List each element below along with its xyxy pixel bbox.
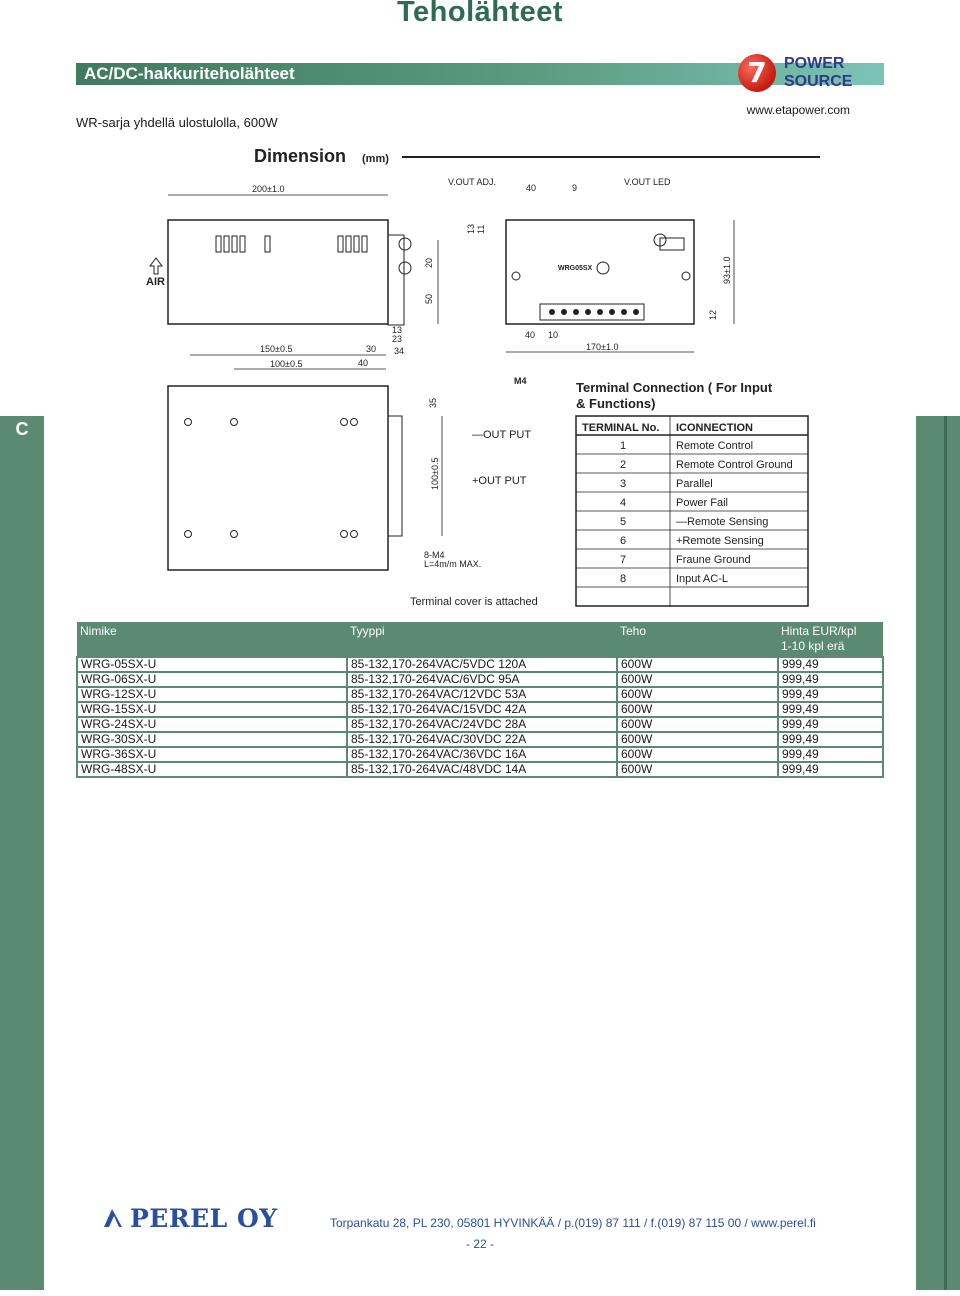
cell-tyyppi: 85-132,170-264VAC/12VDC 53A bbox=[347, 687, 617, 702]
cell-nimike: WRG-48SX-U bbox=[77, 762, 347, 777]
svg-text:100±0.5: 100±0.5 bbox=[430, 457, 440, 490]
svg-text:35: 35 bbox=[428, 397, 438, 408]
svg-text:M4: M4 bbox=[514, 376, 527, 386]
svg-text:WRG05SX: WRG05SX bbox=[558, 265, 593, 272]
svg-text:200±1.0: 200±1.0 bbox=[252, 184, 285, 194]
logo-line1: POWER bbox=[784, 55, 845, 72]
cell-nimike: WRG-12SX-U bbox=[77, 687, 347, 702]
svg-text:11: 11 bbox=[476, 224, 486, 234]
svg-text:Terminal cover is attached: Terminal cover is attached bbox=[410, 596, 538, 608]
col-header-hinta: Hinta EUR/kpl 1-10 kpl erä bbox=[778, 622, 883, 657]
cell-teho: 600W bbox=[617, 717, 778, 732]
terminal-no: 4 bbox=[620, 497, 627, 509]
cell-hinta: 999,49 bbox=[778, 747, 883, 762]
svg-text:L=4m/m MAX.: L=4m/m MAX. bbox=[424, 559, 482, 569]
cell-hinta: 999,49 bbox=[778, 702, 883, 717]
svg-text:TERMINAL No.: TERMINAL No. bbox=[582, 422, 660, 434]
svg-text:+OUT PUT: +OUT PUT bbox=[472, 475, 527, 487]
table-row bbox=[77, 672, 883, 687]
cell-nimike: WRG-36SX-U bbox=[77, 747, 347, 762]
svg-text:13: 13 bbox=[466, 223, 476, 234]
table-row bbox=[77, 717, 883, 732]
terminal-connection: Fraune Ground bbox=[676, 554, 751, 566]
cell-teho: 600W bbox=[617, 702, 778, 717]
svg-text:& Functions): & Functions) bbox=[576, 396, 656, 411]
cell-hinta: 999,49 bbox=[778, 687, 883, 702]
cell-teho: 600W bbox=[617, 732, 778, 747]
cell-teho: 600W bbox=[617, 762, 778, 777]
svg-text:150±0.5: 150±0.5 bbox=[260, 344, 293, 354]
cell-tyyppi: 85-132,170-264VAC/24VDC 28A bbox=[347, 717, 617, 732]
svg-text:V.OUT LED: V.OUT LED bbox=[624, 177, 671, 187]
table-row bbox=[77, 702, 883, 717]
terminal-connection: Remote Control Ground bbox=[676, 459, 793, 471]
cell-tyyppi: 85-132,170-264VAC/30VDC 22A bbox=[347, 732, 617, 747]
cell-tyyppi: 85-132,170-264VAC/36VDC 16A bbox=[347, 747, 617, 762]
cell-nimike: WRG-06SX-U bbox=[77, 672, 347, 687]
perel-mark-icon bbox=[102, 1207, 124, 1229]
drawing-unit: (mm) bbox=[362, 153, 389, 165]
page-number: - 22 - bbox=[465, 1237, 494, 1251]
cell-hinta: 999,49 bbox=[778, 732, 883, 747]
website-link[interactable]: www.etapower.com bbox=[746, 103, 850, 117]
terminal-connection: —Remote Sensing bbox=[676, 516, 769, 528]
terminal-no: 3 bbox=[620, 478, 627, 490]
cell-nimike: WRG-05SX-U bbox=[77, 657, 347, 672]
cell-tyyppi: 85-132,170-264VAC/15VDC 42A bbox=[347, 702, 617, 717]
cell-tyyppi: 85-132,170-264VAC/6VDC 95A bbox=[347, 672, 617, 687]
cell-nimike: WRG-24SX-U bbox=[77, 717, 347, 732]
svg-text:40: 40 bbox=[358, 358, 369, 368]
table-header-row bbox=[77, 622, 883, 657]
terminal-no: 1 bbox=[620, 440, 627, 452]
page-subtitle: WR-sarja yhdellä ulostulolla, 600W bbox=[76, 115, 278, 130]
side-tab-letter: C bbox=[15, 419, 29, 439]
terminal-table-rows bbox=[576, 435, 808, 587]
svg-text:23: 23 bbox=[392, 334, 403, 344]
terminal-connection: Remote Control bbox=[676, 440, 754, 452]
svg-text:—OUT PUT: —OUT PUT bbox=[472, 429, 532, 441]
svg-text:40: 40 bbox=[525, 330, 536, 340]
svg-text:93±1.0: 93±1.0 bbox=[722, 256, 732, 284]
cell-hinta: 999,49 bbox=[778, 672, 883, 687]
terminal-connection: Power Fail bbox=[676, 497, 728, 509]
terminal-no: 6 bbox=[620, 535, 627, 547]
side-band-left bbox=[0, 416, 44, 1290]
cell-teho: 600W bbox=[617, 657, 778, 672]
cell-teho: 600W bbox=[617, 747, 778, 762]
svg-text:V.OUT ADJ.: V.OUT ADJ. bbox=[448, 177, 497, 187]
svg-text:100±0.5: 100±0.5 bbox=[270, 359, 303, 369]
product-table bbox=[76, 622, 884, 778]
side-band-right bbox=[916, 416, 960, 1290]
svg-text:170±1.0: 170±1.0 bbox=[586, 342, 619, 352]
cell-nimike: WRG-15SX-U bbox=[77, 702, 347, 717]
footer-company-name: PEREL OY bbox=[130, 1204, 278, 1233]
cell-hinta: 999,49 bbox=[778, 762, 883, 777]
cell-hinta: 999,49 bbox=[778, 717, 883, 732]
svg-text:Terminal Connection ( For Inpu: Terminal Connection ( For Input bbox=[576, 380, 773, 395]
section-title: AC/DC-hakkuriteholähteet bbox=[84, 64, 295, 83]
terminal-no: 2 bbox=[620, 459, 627, 471]
cell-hinta: 999,49 bbox=[778, 657, 883, 672]
logo-number: 7 bbox=[747, 56, 767, 89]
svg-text:10: 10 bbox=[548, 330, 559, 340]
table-row bbox=[77, 657, 883, 672]
logo-line2: SOURCE bbox=[784, 73, 853, 90]
svg-text:40: 40 bbox=[526, 183, 537, 193]
cell-tyyppi: 85-132,170-264VAC/5VDC 120A bbox=[347, 657, 617, 672]
footer-address: Torpankatu 28, PL 230, 05801 HYVINKÄÄ / p.(019) 87 111 / f.(019) 87 115 00 / www.perel.fi bbox=[330, 1216, 816, 1230]
page-title: Teholähteet bbox=[396, 0, 564, 28]
table-row bbox=[77, 747, 883, 762]
svg-text:50: 50 bbox=[424, 293, 434, 304]
terminal-no: 5 bbox=[620, 516, 627, 528]
terminal-connection: +Remote Sensing bbox=[676, 535, 764, 547]
col-header-teho: Teho bbox=[617, 622, 778, 657]
svg-text:34: 34 bbox=[394, 346, 405, 356]
cell-teho: 600W bbox=[617, 687, 778, 702]
drawing-title: Dimension bbox=[254, 146, 347, 166]
power-source-logo bbox=[738, 54, 858, 96]
terminal-no: 7 bbox=[620, 554, 627, 566]
cell-tyyppi: 85-132,170-264VAC/48VDC 14A bbox=[347, 762, 617, 777]
col-header-tyyppi: Tyyppi bbox=[347, 622, 617, 657]
svg-text:20: 20 bbox=[424, 257, 434, 268]
col-header-nimike: Nimike bbox=[77, 622, 347, 657]
dimension-drawing bbox=[140, 140, 830, 615]
cell-nimike: WRG-30SX-U bbox=[77, 732, 347, 747]
svg-text:9: 9 bbox=[572, 183, 578, 193]
table-row bbox=[77, 732, 883, 747]
cell-teho: 600W bbox=[617, 672, 778, 687]
svg-text:8-M4: 8-M4 bbox=[424, 550, 445, 560]
terminal-connection: Input AC-L bbox=[676, 573, 728, 585]
terminal-connection: Parallel bbox=[676, 478, 713, 490]
table-row bbox=[77, 762, 883, 777]
terminal-no: 8 bbox=[620, 573, 627, 585]
svg-text:30: 30 bbox=[366, 344, 377, 354]
svg-text:12: 12 bbox=[708, 309, 718, 320]
table-row bbox=[77, 687, 883, 702]
svg-text:13: 13 bbox=[392, 325, 403, 335]
svg-text:ICONNECTION: ICONNECTION bbox=[676, 422, 753, 434]
air-label: AIR bbox=[146, 276, 165, 288]
